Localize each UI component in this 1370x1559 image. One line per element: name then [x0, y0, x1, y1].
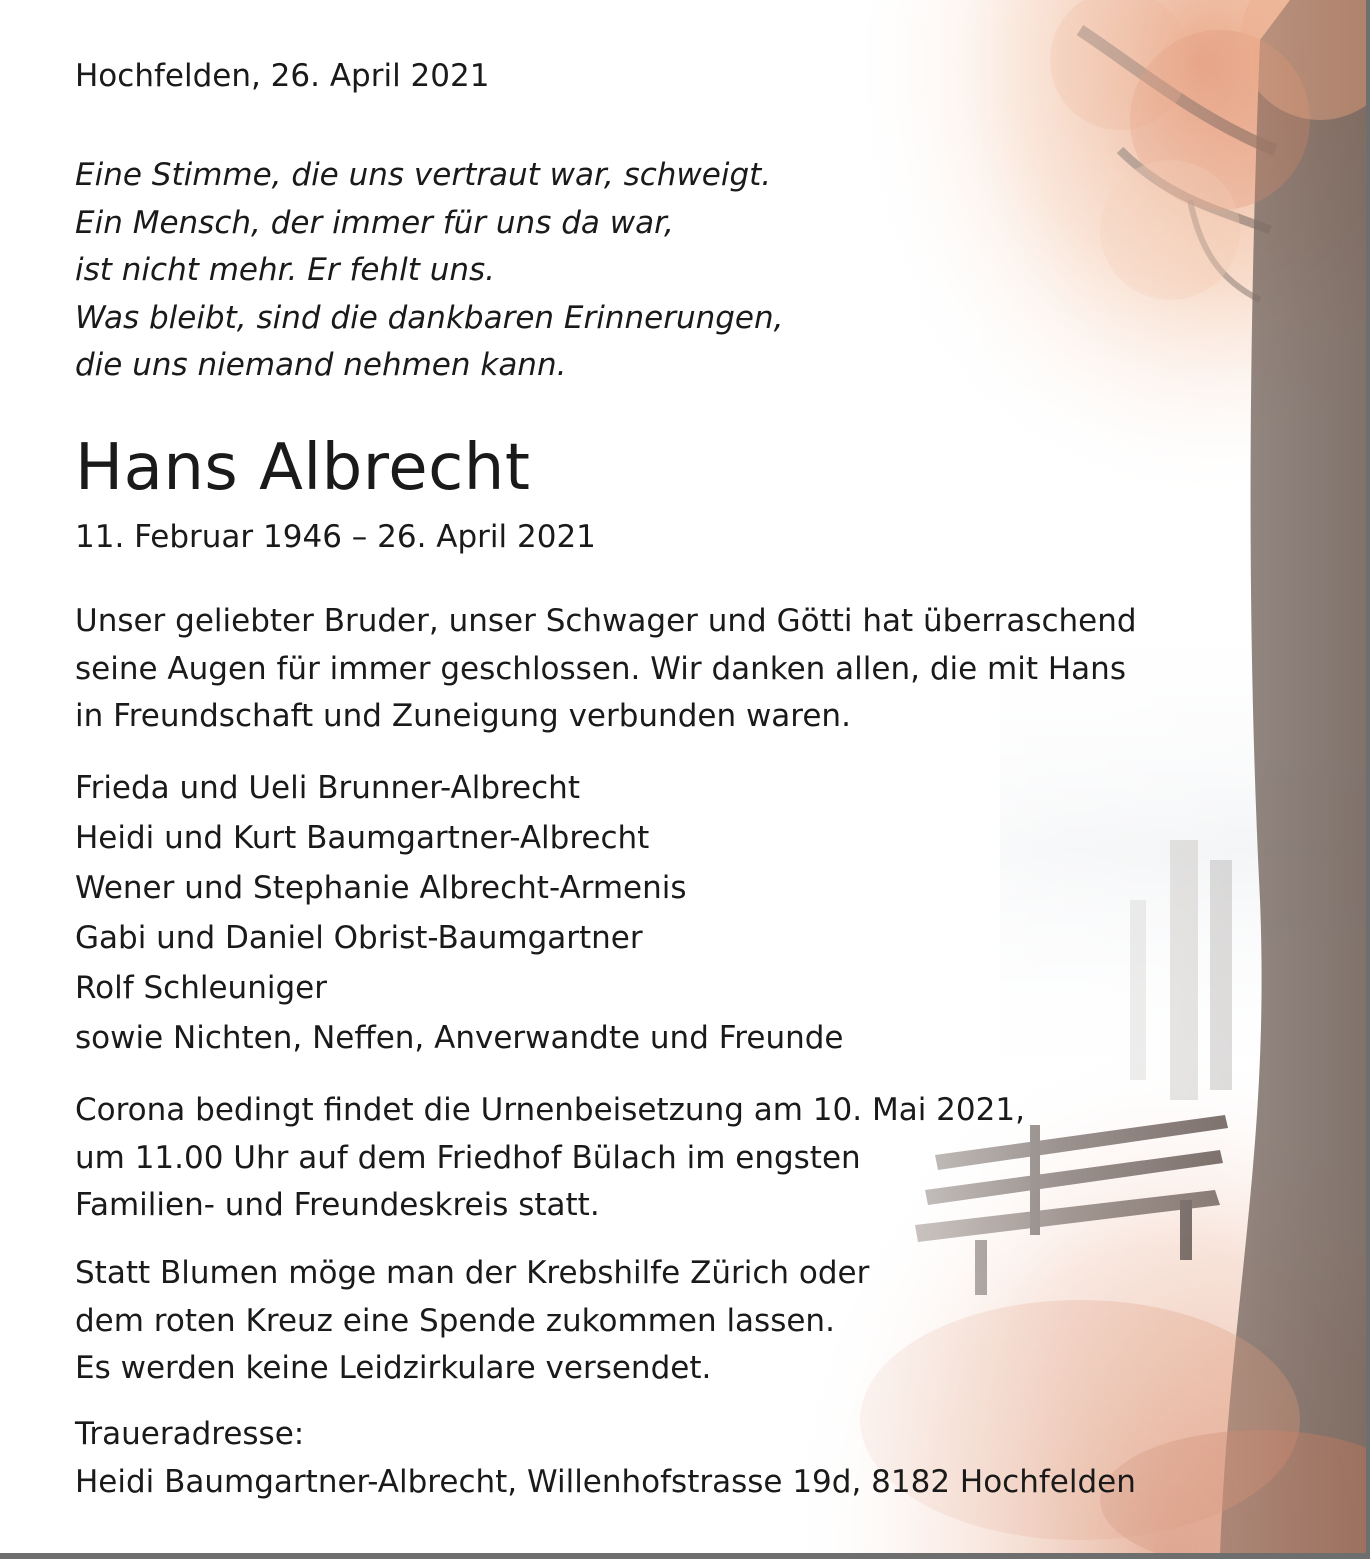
poem-line: Was bleibt, sind die dankbaren Erinnerungen, [75, 299, 784, 336]
poem-line: Ein Mensch, der immer für uns da war, [75, 204, 674, 241]
poem-line: die uns niemand nehmen kann. [75, 347, 567, 383]
poem-line: Eine Stimme, die uns vertraut war, schweigt. [75, 157, 772, 193]
burial-paragraph [75, 1087, 1025, 1230]
burial-line: um 11.00 Uhr auf dem Friedhof Bülach im engsten [75, 1139, 861, 1176]
mourner-item: sowie Nichten, Neffen, Anverwandte und Freunde [75, 1020, 844, 1056]
place-date: Hochfelden, 26. April 2021 [75, 58, 490, 94]
mourner-item: Heidi und Kurt Baumgartner-Albrecht [75, 820, 650, 856]
poem [75, 152, 784, 390]
poem-line: ist nicht mehr. Er fehlt uns. [75, 252, 495, 288]
donation-paragraph [75, 1250, 869, 1393]
mourners-list [75, 763, 844, 1063]
mourner-item: Rolf Schleuniger [75, 970, 327, 1006]
mourner-item: Frieda und Ueli Brunner-Albrecht [75, 770, 580, 806]
notice-paragraph [75, 598, 1137, 741]
mourning-address [75, 1411, 1136, 1506]
mourner-item: Wener und Stephanie Albrecht-Armenis [75, 870, 687, 906]
notice-line: seine Augen für immer geschlossen. Wir danken allen, die mit Hans [75, 650, 1126, 687]
mourner-item: Gabi und Daniel Obrist-Baumgartner [75, 920, 643, 956]
lifespan-dates: 11. Februar 1946 – 26. April 2021 [75, 519, 596, 555]
burial-line: Corona bedingt findet die Urnenbeisetzung am 10. Mai 2021, [75, 1092, 1025, 1128]
donation-line: dem roten Kreuz eine Spende zukommen lassen. [75, 1302, 835, 1339]
notice-line: Unser geliebter Bruder, unser Schwager und Götti hat überraschend [75, 603, 1137, 639]
deceased-name: Hans Albrecht [75, 431, 531, 505]
donation-line: Es werden keine Leidzirkulare versendet. [75, 1350, 712, 1386]
donation-line: Statt Blumen möge man der Krebshilfe Zürich oder [75, 1255, 870, 1291]
address-value: Heidi Baumgartner-Albrecht, Willenhofstrasse 19d, 8182 Hochfelden [75, 1463, 1136, 1500]
address-label: Traueradresse: [75, 1416, 305, 1452]
burial-line: Familien- und Freundeskreis statt. [75, 1187, 600, 1223]
notice-line: in Freundschaft und Zuneigung verbunden waren. [75, 698, 851, 734]
